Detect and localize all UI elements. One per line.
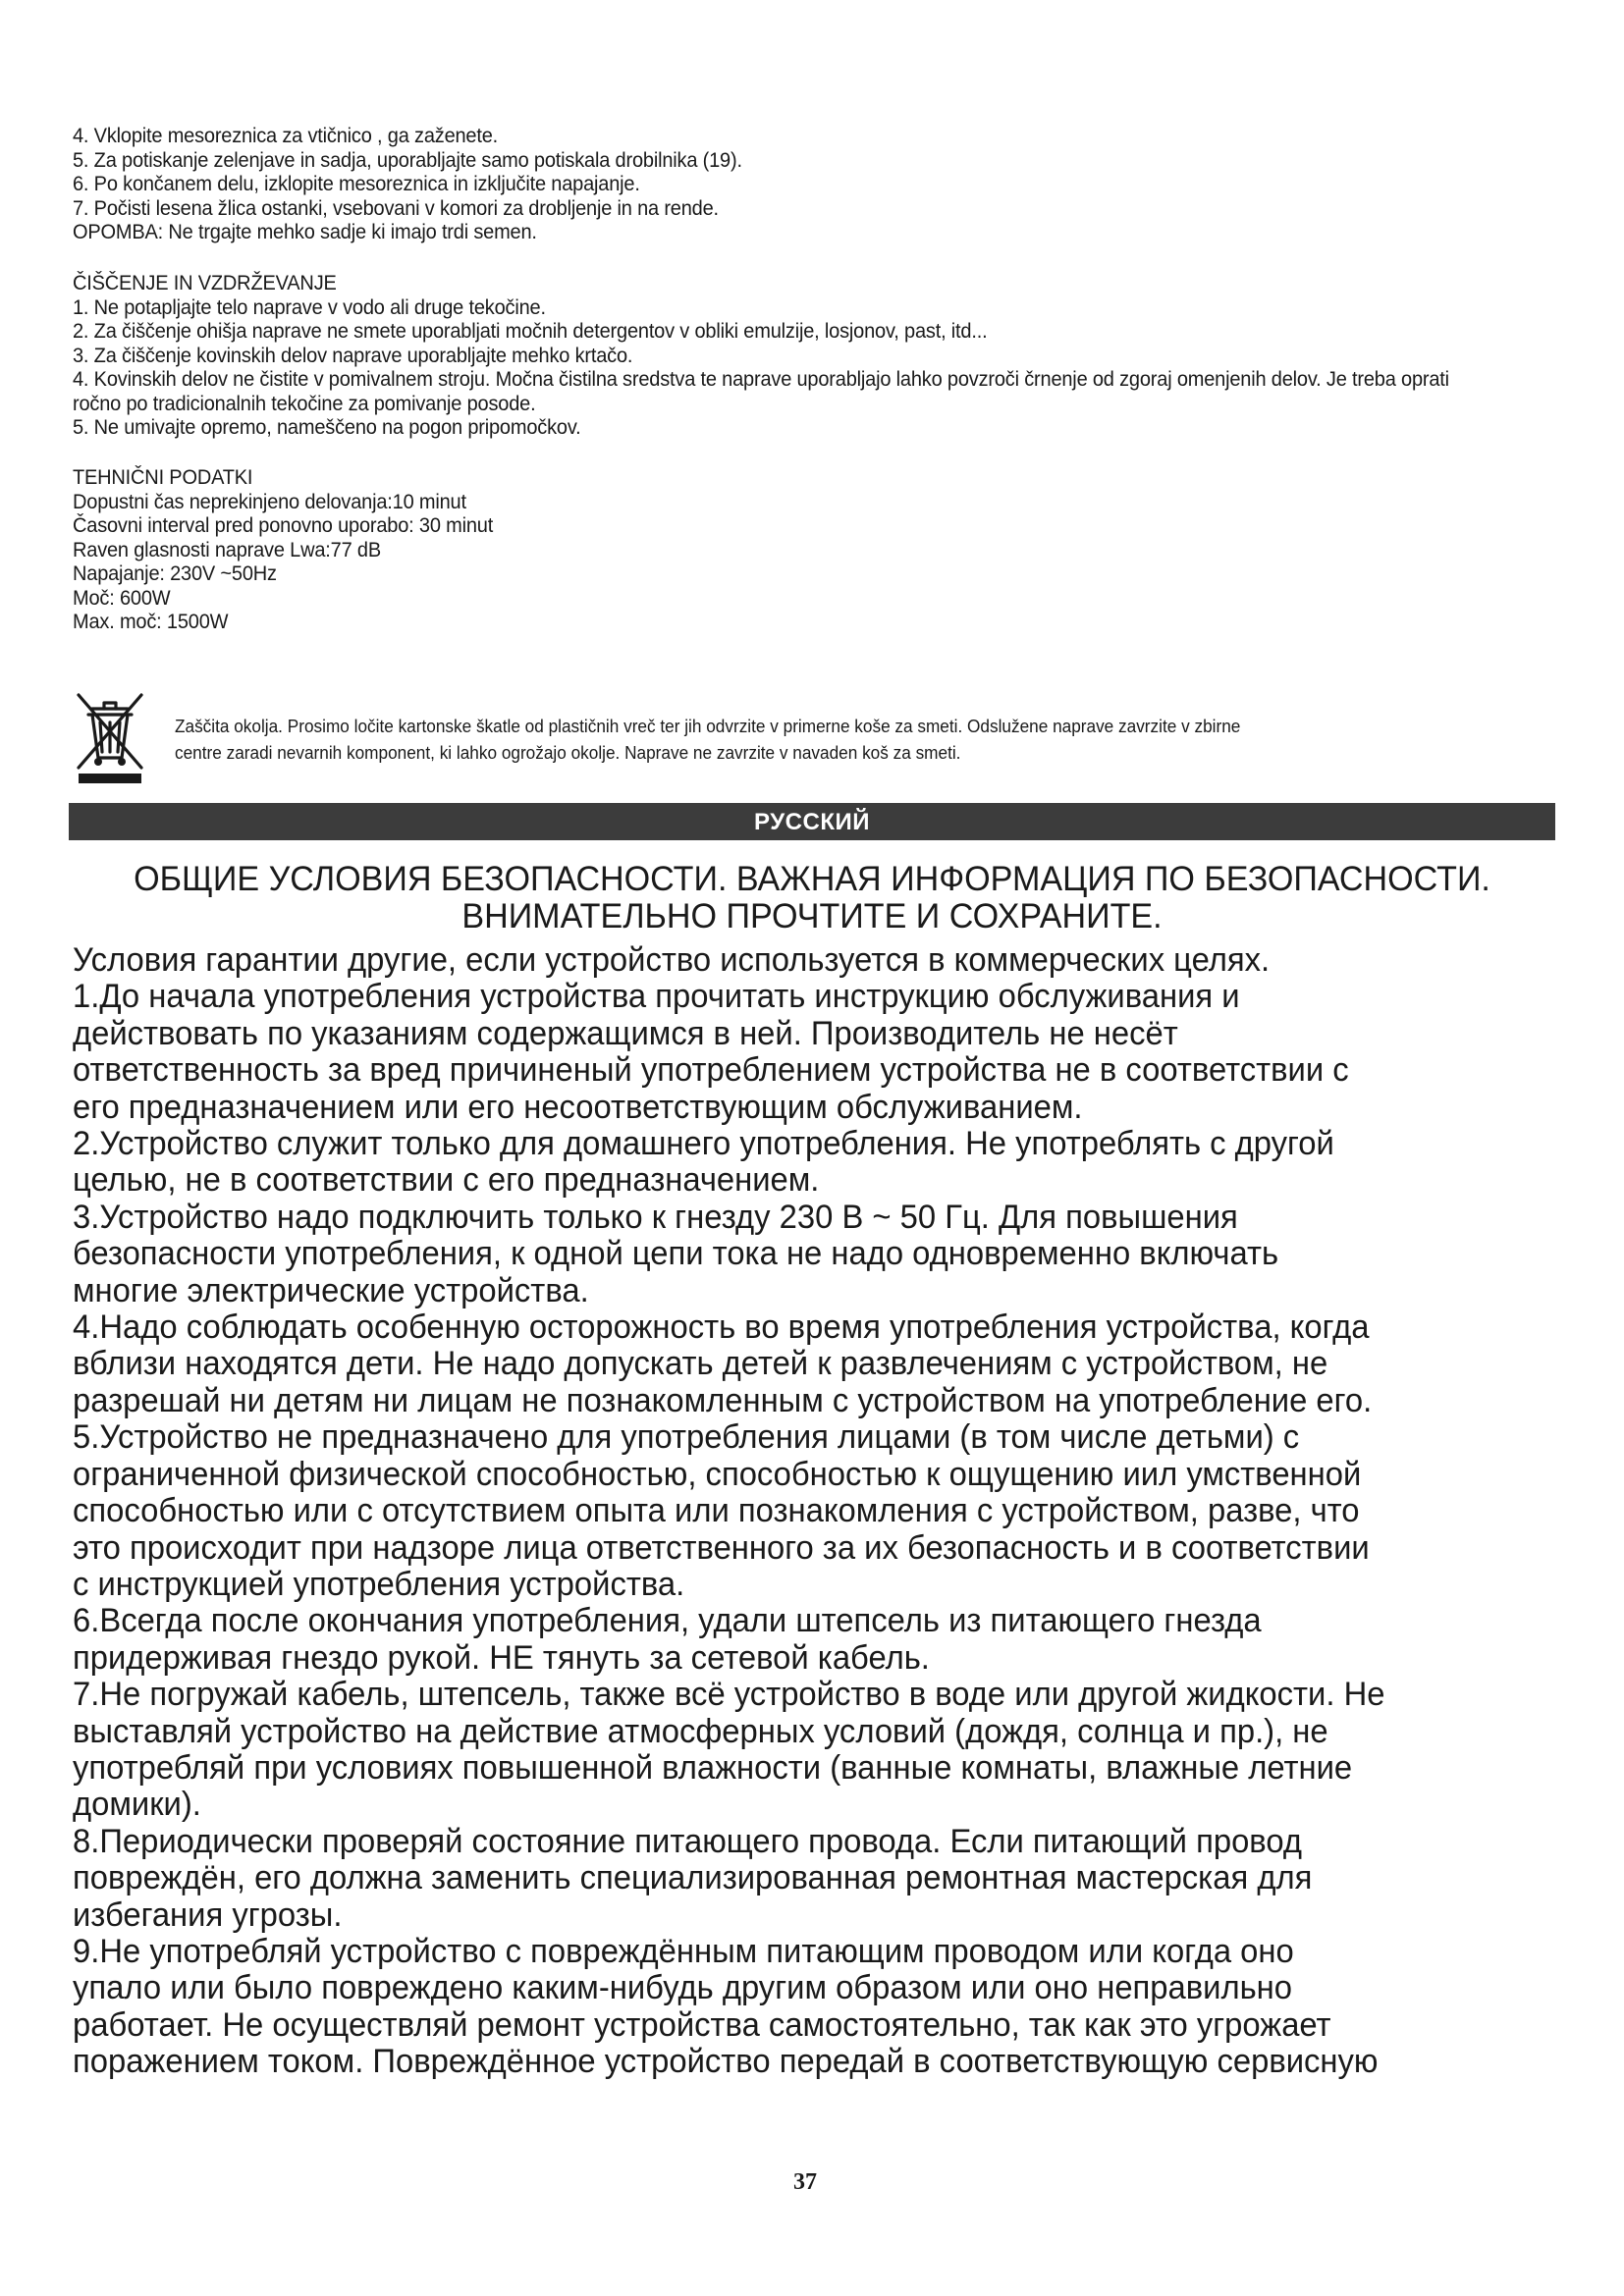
technical-line: Časovni interval pred ponovno uporabo: 30 minut [73,513,494,537]
cleaning-heading: ČIŠČENJE IN VZDRŽEVANJE [73,271,337,294]
safety-title-line: ВНИМАТЕЛЬНО ПРОЧТИТЕ И СОХРАНИТЕ. [461,896,1163,935]
body-line: ответственность за вред причиненый употреблением устройства не в соответствии с [73,1051,1349,1090]
body-line: 2.Устройство служит только для домашнего употребления. Не употреблять с другой [73,1125,1334,1163]
body-line: 7.Не погружай кабель, штепсель, также всё устройство в воде или другой жидкости. Не [73,1676,1385,1714]
body-line: выставляй устройство на действие атмосферных условий (дождя, солнца и пр.), не [73,1712,1328,1750]
technical-line: Dopustni čas neprekinjeno delovanja:10 minut [73,489,466,513]
safety-title [98,860,1525,934]
body-line: это происходит при надзоре лица ответственного за их безопасность и в соответствии [73,1528,1370,1567]
usage-note: OPOMBA: Ne trgajte mehko sadje ki imajo trdi semen. [73,220,537,243]
body-line: домики). [73,1786,201,1824]
body-line: 4.Надо соблюдать особенную осторожность во время употребления устройства, когда [73,1308,1370,1347]
technical-line: Moč: 600W [73,585,171,610]
safety-title-line: ОБЩИЕ УСЛОВИЯ БЕЗОПАСНОСТИ. ВАЖНАЯ ИНФОРМАЦИЯ ПО БЕЗОПАСНОСТИ. [134,859,1490,898]
body-line: упало или было повреждено каким-нибудь другим образом или оно неправильно [73,1969,1293,2007]
usage-step: 7. Počisti lesena žlica ostanki, vsebovani v komori za drobljenje in na rende. [73,195,719,220]
body-line: Условия гарантии другие, если устройство используется в коммерческих целях. [73,941,1271,979]
body-line: 5.Устройство не предназначено для употребления лицами (в том числе детьми) с [73,1418,1300,1457]
technical-heading: TEHNIČNI PODATKI [73,465,253,489]
cleaning-item: 4. Kovinskih delov ne čistite v pomivalnem stroju. Močna čistilna sredstva te naprave uporabljajo lahko povzroči črnenje od zgoraj omenjenih delov. Je treba oprati ročno po tradicionalnih tekočine za pomivanje posode. [73,367,1449,415]
technical-line: Napajanje: 230V ~50Hz [73,561,277,585]
body-line: целью, не в соответствии с его предназначением. [73,1161,820,1200]
body-line: 6.Всегда после окончания употребления, удали штепсель из питающего гнезда [73,1602,1262,1640]
usage-step: 4. Vklopite mesoreznica za vtičnico , ga zaženete. [73,124,499,147]
body-line: многие электрические устройства. [73,1271,589,1309]
language-header: РУССКИЙ [69,803,1555,840]
body-line: вблизи находятся дети. Не надо допускать детей к развлечениям с устройством, не [73,1345,1328,1383]
cleaning-section [73,271,1449,440]
cleaning-item: 3. Za čiščenje kovinskih delov naprave uporabljajte mehko krtačo. [73,343,633,367]
cleaning-item: 5. Ne umivajte opremo, nameščeno na pogon pripomočkov. [73,415,581,439]
environment-line: Zaščita okolja. Prosimo ločite kartonske škatle od plastičnih vreč ter jih odvrzite v primerne koše za smeti. Odslužene naprave zavrzite v zbirne [175,716,1241,736]
body-line: избегания угрозы. [73,1896,343,1934]
body-line: его предназначением или его несоответствующим обслуживанием. [73,1088,1083,1126]
technical-line: Max. moč: 1500W [73,610,229,633]
technical-line: Raven glasnosti naprave Lwa:77 dB [73,537,381,561]
body-line: 3.Устройство надо подключить только к гнезду 230 В ~ 50 Гц. Для повышения [73,1198,1238,1236]
usage-step: 6. Po končanem delu, izklopite mesoreznica in izključite napajanje. [73,172,640,195]
body-line: действовать по указаниям содержащимся в ней. Производитель не несёт [73,1014,1178,1052]
usage-step: 5. Za potiskanje zelenjave in sadja, uporabljajte samo potiskala drobilnika (19). [73,147,742,172]
body-line: придерживая гнездо рукой. НЕ тянуть за сетевой кабель. [73,1638,930,1677]
body-line: безопасности употребления, к одной цепи тока не надо одновременно включать [73,1235,1279,1273]
body-line: ограниченной физической способностью, способностью к ощущению иил умственной [73,1455,1362,1493]
body-line: разрешай ни детям ни лицам не познакомленным с устройством на употребление его. [73,1381,1373,1419]
body-line: работает. Не осуществляй ремонт устройства самостоятельно, так как это угрожает [73,2005,1331,2044]
technical-data-section [73,465,1442,634]
body-line: с инструкцией употребления устройства. [73,1565,685,1603]
environment-line: centre zaradi nevarnih komponent, ki lahko ogrožajo okolje. Naprave ne zavrzite v navaden koš za smeti. [175,742,961,763]
body-line: повреждён, его должна заменить специализированная ремонтная мастерская для [73,1859,1313,1897]
environment-notice [175,713,1472,766]
body-line: употребляй при условиях повышенной влажности (ванные комнаты, влажные летние [73,1748,1353,1787]
body-line: способностью или с отсутствием опыта или познакомления с устройством, разве, что [73,1492,1360,1530]
usage-steps [73,124,1442,244]
page-number: 37 [793,2169,817,2195]
cleaning-item: 1. Ne potapljajte telo naprave v vodo ali druge tekočine. [73,294,546,319]
cleaning-item: 2. Za čiščenje ohišja naprave ne smete uporabljati močnih detergentov v obliki emulzije, losjonov, past, itd... [73,319,988,343]
body-line: поражением током. Повреждённое устройство передай в соответствующую сервисную [73,2043,1379,2081]
body-line: 8.Периодически проверяй состояние питающего провода. Если питающий провод [73,1822,1302,1860]
body-line: 9.Не употребляй устройство с повреждённым питающим проводом или когда оно [73,1932,1294,1970]
safety-instructions [73,942,1509,2081]
body-line: 1.До начала употребления устройства прочитать инструкцию обслуживания и [73,978,1240,1016]
crossed-out-wheelie-bin-icon [71,687,149,785]
